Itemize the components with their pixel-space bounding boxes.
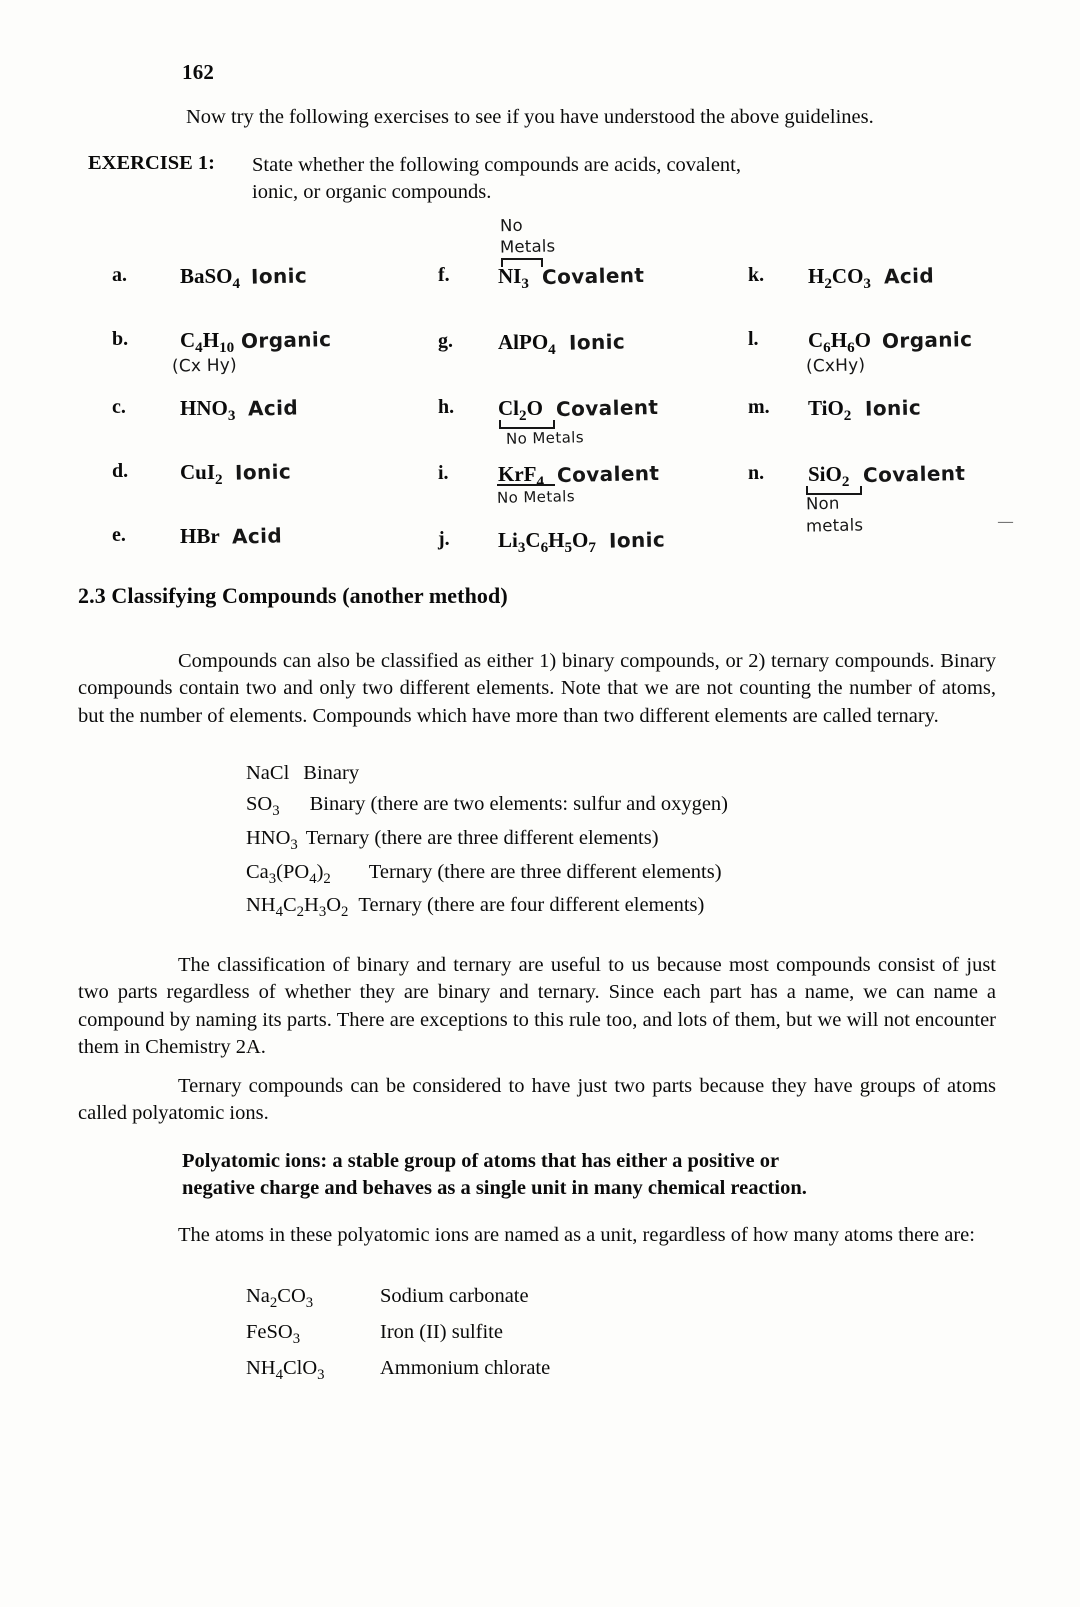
example-text: Binary (there are two elements: sulfur and oxygen) xyxy=(309,793,728,816)
item-formula: $Li_3C_6H_5O_7$ Ionic xyxy=(498,527,666,557)
example-text: Binary xyxy=(303,762,360,784)
item-formula: BaSO$_4$ Ionic xyxy=(180,263,308,293)
list-item xyxy=(246,1352,550,1388)
example-formula: $SO_3$ xyxy=(246,793,280,820)
item-answer-handwritten: Covalent xyxy=(541,262,645,290)
page-number: 162 xyxy=(182,60,215,84)
definition-line-2: negative charge and behaves as a single unit in many chemical reaction. xyxy=(182,1177,807,1200)
polyatomic-formula: FeSO$_3$ xyxy=(246,1321,301,1348)
item-note2-handwritten: metals xyxy=(805,515,864,536)
item-formula: KrF$_4$ Covalent xyxy=(498,460,660,491)
item-note-handwritten: Non xyxy=(805,493,840,514)
item-formula: $C_4H_{10}$ Organic xyxy=(180,327,333,357)
item-formula: HBr Acid xyxy=(180,523,282,549)
item-answer-handwritten: Covalent xyxy=(862,460,966,488)
exercise-answer-grid xyxy=(0,215,1080,570)
item-marker: h. xyxy=(438,396,455,418)
polyatomic-example-list xyxy=(246,1280,550,1388)
polyatomic-ions-definition xyxy=(182,1148,924,1202)
item-marker: e. xyxy=(112,524,126,546)
example-formula: $NH_4C_2H_3O_2$ xyxy=(246,894,349,921)
item-marker: f. xyxy=(438,264,450,286)
example-formula: $Ca_3(PO_4)_2$ xyxy=(246,860,331,887)
example-text: Ternary (there are three different elements) xyxy=(305,827,659,850)
exercise-prompt-line-1: State whether the following compounds are acids, covalent, xyxy=(252,154,742,176)
exercise-prompt xyxy=(252,152,832,205)
example-text: Ternary (there are four different elements) xyxy=(358,894,705,917)
list-item xyxy=(246,890,728,924)
item-marker: l. xyxy=(748,328,759,350)
item-answer-handwritten: Organic xyxy=(881,327,973,353)
example-formula: $HNO_3$ xyxy=(246,827,298,854)
item-formula: SiO$_2$ Covalent xyxy=(808,460,966,491)
item-answer-handwritten: Acid xyxy=(247,395,299,421)
item-answer-handwritten: Covalent xyxy=(557,460,660,488)
item-answer-handwritten: Acid xyxy=(231,523,282,549)
polyatomic-formula: $NH_4ClO_3$ xyxy=(246,1357,325,1384)
item-marker: i. xyxy=(438,462,449,484)
intro-paragraph: Now try the following exercises to see if you have understood the above guidelines. xyxy=(186,106,874,128)
item-marker: c. xyxy=(112,396,126,418)
item-formula: $Cl_2O$ Covalent xyxy=(498,394,659,425)
item-note-handwritten: (CxHy) xyxy=(805,355,866,377)
list-item xyxy=(246,758,728,789)
section-heading: 2.3 Classifying Compounds (another method) xyxy=(78,583,508,608)
item-marker: d. xyxy=(112,460,129,482)
item-formula: $NI_3$ Covalent xyxy=(498,262,645,293)
item-marker: k. xyxy=(748,264,765,286)
item-marker: j. xyxy=(438,528,450,550)
item-formula: $HNO_3$ Acid xyxy=(180,395,299,425)
polyatomic-name: Sodium carbonate xyxy=(380,1285,529,1307)
example-text: Ternary (there are three different elements) xyxy=(368,860,722,883)
list-item xyxy=(246,789,728,823)
section-paragraph-4: The atoms in these polyatomic ions are named as a unit, regardless of how many atoms there are: xyxy=(178,1224,975,1246)
section-paragraph-3: Ternary compounds can be considered to have just two parts because they have groups of atoms called polyatomic ions. xyxy=(78,1075,996,1125)
item-formula: $H_2CO_3$ Acid xyxy=(808,263,935,293)
item-answer-handwritten: Ionic xyxy=(568,329,626,355)
polyatomic-formula: $Na_2CO_3$ xyxy=(246,1285,314,1312)
item-note-handwritten: (Cx Hy) xyxy=(171,355,238,377)
item-answer-handwritten: Ionic xyxy=(251,263,308,289)
item-answer-handwritten: Ionic xyxy=(608,527,666,553)
exercise-label: EXERCISE 1: xyxy=(88,152,216,174)
list-item xyxy=(246,823,728,857)
polyatomic-name: Iron (II) sulfite xyxy=(380,1321,503,1343)
item-formula: TiO$_2$ Ionic xyxy=(808,395,921,425)
item-answer-handwritten: Acid xyxy=(883,263,935,289)
exercise-prompt-line-2: ionic, or organic compounds. xyxy=(252,180,492,203)
item-answer-handwritten: Ionic xyxy=(234,459,292,485)
item-formula: AlPO$_4$ Ionic xyxy=(498,329,626,359)
definition-line-1: Polyatomic ions: a stable group of atoms that has either a positive or xyxy=(182,1150,780,1172)
list-item xyxy=(246,1316,550,1352)
section-paragraph-1: Compounds can also be classified as either 1) binary compounds, or 2) ternary compounds. Binary compounds contain two and only two different elements. Note that we are not counting the number of atoms, but the number of elements. Compounds which have more than two different elements are called ternary. xyxy=(78,650,996,727)
item-note2-handwritten: Metals xyxy=(499,236,556,257)
polyatomic-name: Ammonium chlorate xyxy=(380,1357,551,1379)
item-note-handwritten: No xyxy=(499,215,524,236)
item-answer-handwritten: Covalent xyxy=(555,394,659,422)
example-formula: NaCl xyxy=(246,762,290,784)
item-marker: b. xyxy=(112,328,129,350)
no-metals-underline-icon xyxy=(497,484,555,486)
stray-pen-mark: — xyxy=(998,514,1013,530)
item-marker: a. xyxy=(112,264,127,286)
item-marker: m. xyxy=(748,396,770,418)
item-answer-handwritten: Ionic xyxy=(864,395,921,421)
item-marker: n. xyxy=(748,462,765,484)
list-item xyxy=(246,857,728,891)
item-marker: g. xyxy=(438,330,453,352)
item-note-handwritten: No Metals xyxy=(505,428,585,448)
item-formula: $C_6H_6O$ Organic xyxy=(808,327,973,357)
binary-ternary-example-list xyxy=(246,758,728,924)
item-note-handwritten: No Metals xyxy=(496,487,576,507)
list-item xyxy=(246,1280,550,1316)
no-metals-bracket-icon xyxy=(499,420,555,429)
item-formula: CuI$_2$ Ionic xyxy=(180,459,292,489)
item-answer-handwritten: Organic xyxy=(241,327,333,353)
section-paragraph-2: The classification of binary and ternary are useful to us because most compounds consist of just two parts regardless of whether they are binary and ternary. Since each part has a name, we can name a compound by naming its parts. There are exceptions to this rule too, and lots of them, but we will not encounter them in Chemistry 2A. xyxy=(78,954,996,1058)
